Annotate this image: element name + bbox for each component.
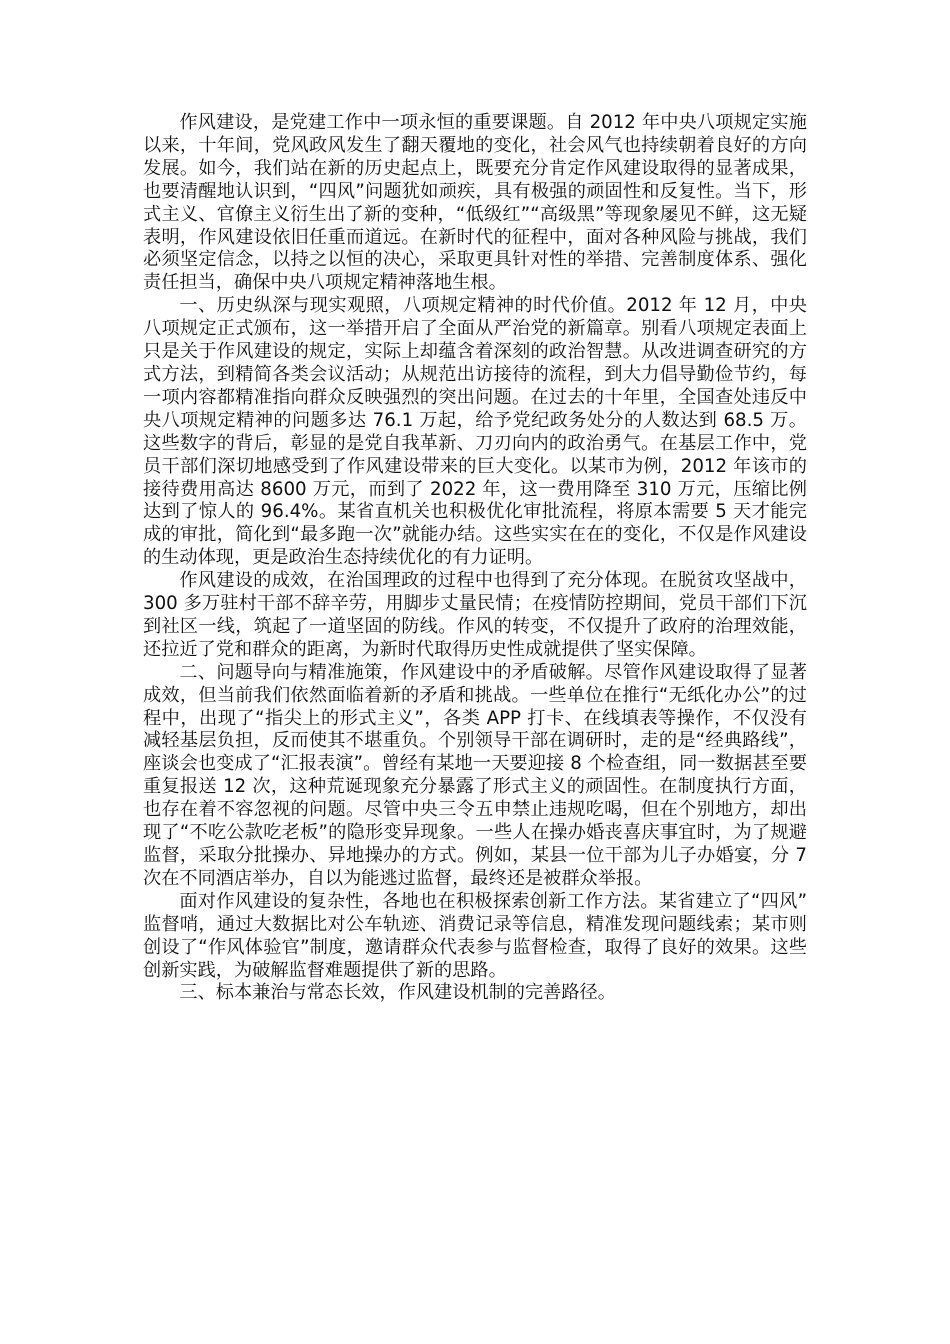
- paragraph-section-three: 三、标本兼治与常态长效，作风建设机制的完善路径。: [179, 982, 616, 1004]
- paragraph-intro: 作风建设，是党建工作中一项永恒的重要课题。自 2012 年中央八项规定实施以来，十年间，党风政风发生了翻天覆地的变化，社会风气也持续朝着良好的方向发展。如今，我们站在新的历史起点上，既要充分肯定作风建设取得的显著成果，也要清醒地认识到，“四风”问题犹如顽疾，具有极强的顽固性和反复性。当下，形式主义、官僚主义衍生出了新的变种，“低级红”“高级黑”等现象屡见不鲜，这无疑表明，作风建设依旧任重而道远。在新时代的征程中，面对各种风险与挑战，我们必须坚定信念，以持之以恒的决心，采取更具针对性的举措、完善制度体系、强化责任担当，确保中央八项规定精神落地生根。: [143, 112, 807, 294]
- paragraph-governance-effect: 作风建设的成效，在治国理政的过程中也得到了充分体现。在脱贫攻坚战中，300 多万驻村干部不辞辛劳，用脚步丈量民情；在疫情防控期间，党员干部们下沉到社区一线，筑起了一道坚固的防线。作风的转变，不仅提升了政府的治理效能，还拉近了党和群众的距离，为新时代取得历史性成就提供了坚实保障。: [143, 570, 807, 660]
- paragraph-section-one: 一、历史纵深与现实观照，八项规定精神的时代价值。2012 年 12 月，中央八项规定正式颁布，这一举措开启了全面从严治党的新篇章。别看八项规定表面上只是关于作风建设的规定，实际上却蕴含着深刻的政治智慧。从改进调查研究的方式方法，到精简各类会议活动；从规范出访接待的流程，到大力倡导勤俭节约，每一项内容都精准指向群众反映强烈的突出问题。在过去的十年里，全国查处违反中央八项规定精神的问题多达 76.1 万起，给予党纪政务处分的人数达到 68.5 万。这些数字的背后，彰显的是党自我革新、刀刃向内的政治勇气。在基层工作中，党员干部们深切地感受到了作风建设带来的巨大变化。以某市为例，2012 年该市的接待费用高达 8600 万元，而到了 2022 年，这一费用降至 310 万元，压缩比例达到了惊人的 96.4%。某省直机关也积极优化审批流程，将原本需要 5 天才能完成的审批，简化到“最多跑一次”就能办结。这些实实在在的变化，不仅是作风建设的生动体现，更是政治生态持续优化的有力证明。: [143, 295, 807, 569]
- paragraph-innovation: 面对作风建设的复杂性，各地也在积极探索创新工作方法。某省建立了“四风”监督哨，通过大数据比对公车轨迹、消费记录等信息，精准发现问题线索；某市则创设了“作风体验官”制度，邀请群众代表参与监督检查，取得了良好的效果。这些创新实践，为破解监督难题提供了新的思路。: [143, 890, 807, 981]
- document-body: [143, 112, 807, 1005]
- paragraph-section-two: 二、问题导向与精准施策，作风建设中的矛盾破解。尽管作风建设取得了显著成效，但当前我们依然面临着新的矛盾和挑战。一些单位在推行“无纸化办公”的过程中，出现了“指尖上的形式主义”，各类 APP 打卡、在线填表等操作，不仅没有减轻基层负担，反而使其不堪重负。个别领导干部在调研时，走的是“经典路线”，座谈会也变成了“汇报表演”。曾经有某地一天要迎接 8 个检查组，同一数据甚至要重复报送 12 次，这种荒诞现象充分暴露了形式主义的顽固性。在制度执行方面，也存在着不容忽视的问题。尽管中央三令五申禁止违规吃喝，但在个别地方，却出现了“不吃公款吃老板”的隐形变异现象。一些人在操办婚丧喜庆事宜时，为了规避监督，采取分批操办、异地操办的方式。例如，某县一位干部为儿子办婚宴，分 7 次在不同酒店举办，自以为能逃过监督，最终还是被群众举报。: [143, 661, 807, 889]
